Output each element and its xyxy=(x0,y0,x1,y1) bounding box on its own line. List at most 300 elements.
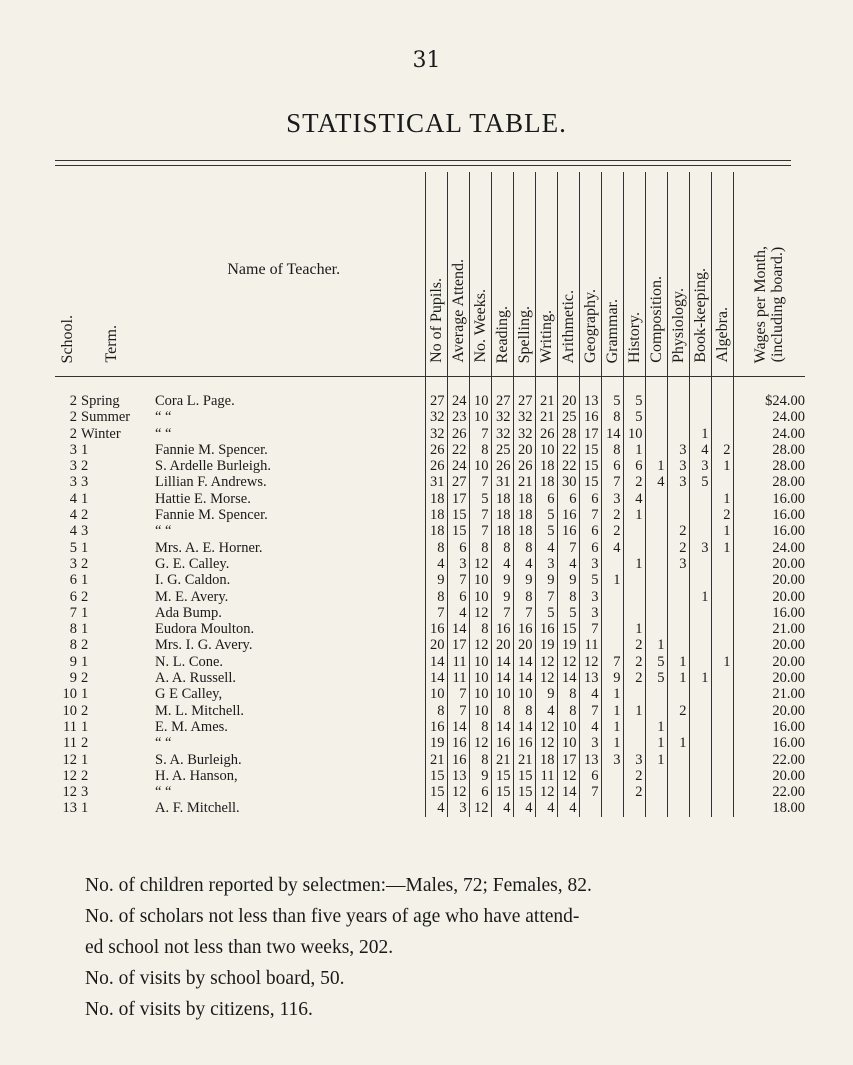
cell-avg: 6 xyxy=(447,589,469,605)
cell-reading: 8 xyxy=(491,703,513,719)
cell-book xyxy=(689,703,711,719)
cell-term: 1 xyxy=(81,621,89,638)
cell-school: 12 xyxy=(62,784,77,801)
cell-book: 3 xyxy=(689,540,711,556)
cell-phys xyxy=(667,409,689,425)
cell-weeks: 10 xyxy=(469,703,491,719)
cell-hist xyxy=(623,686,645,702)
cell-phys xyxy=(667,784,689,800)
cell-reading: 15 xyxy=(491,768,513,784)
cell-term: 1 xyxy=(81,718,89,735)
cell-hist: 5 xyxy=(623,377,645,410)
cell-school: 10 xyxy=(62,702,77,719)
column-label-spelling: Spelling. xyxy=(515,305,533,363)
cell-school: 7 xyxy=(69,604,77,621)
cell-teacher: Mrs. I. G. Avery. xyxy=(155,637,253,654)
cell-geog: 17 xyxy=(579,426,601,442)
cell-comp xyxy=(645,784,667,800)
cell-weeks: 10 xyxy=(469,670,491,686)
cell-gram: 7 xyxy=(601,474,623,490)
cell-term: 2 xyxy=(81,458,89,475)
cell-weeks: 10 xyxy=(469,409,491,425)
cell-pupils: 26 xyxy=(425,442,447,458)
cell-school: 12 xyxy=(62,767,77,784)
cell-comp: 1 xyxy=(645,752,667,768)
cell-teacher: M. L. Mitchell. xyxy=(155,702,245,719)
cell-writing: 21 xyxy=(535,377,557,410)
cell-comp xyxy=(645,800,667,816)
cell-wages: 20.00 xyxy=(733,703,805,719)
cell-spelling: 8 xyxy=(513,589,535,605)
cell-spelling: 15 xyxy=(513,768,535,784)
cell-hist: 2 xyxy=(623,768,645,784)
summary-citizen-visits: No. of visits by citizens, 116. xyxy=(85,999,313,1020)
cell-comp xyxy=(645,556,667,572)
cell-gram: 14 xyxy=(601,426,623,442)
column-header-reading xyxy=(491,172,513,377)
cell-pupils: 20 xyxy=(425,637,447,653)
cell-writing: 9 xyxy=(535,686,557,702)
column-header-gram xyxy=(601,172,623,377)
cell-pupils: 8 xyxy=(425,589,447,605)
cell-wages: 28.00 xyxy=(733,474,805,490)
cell-geog: 3 xyxy=(579,556,601,572)
cell-school: 3 xyxy=(69,441,77,458)
cell-alg xyxy=(711,670,733,686)
cell-writing: 5 xyxy=(535,507,557,523)
cell-term: 1 xyxy=(81,539,89,556)
cell-arith: 14 xyxy=(557,670,579,686)
cell-alg: 1 xyxy=(711,491,733,507)
cell-comp xyxy=(645,507,667,523)
cell-reading: 26 xyxy=(491,458,513,474)
cell-writing: 3 xyxy=(535,556,557,572)
cell-avg: 15 xyxy=(447,523,469,539)
cell-weeks: 12 xyxy=(469,637,491,653)
cell-avg: 22 xyxy=(447,442,469,458)
cell-reading: 9 xyxy=(491,589,513,605)
cell-reading: 4 xyxy=(491,800,513,816)
cell-weeks: 8 xyxy=(469,442,491,458)
table-body xyxy=(55,377,805,817)
column-header-writing xyxy=(535,172,557,377)
cell-hist xyxy=(623,719,645,735)
cell-geog: 13 xyxy=(579,752,601,768)
column-label-geog: Geography. xyxy=(581,288,599,363)
cell-phys xyxy=(667,719,689,735)
cell-avg: 26 xyxy=(447,426,469,442)
cell-weeks: 12 xyxy=(469,605,491,621)
cell-avg: 11 xyxy=(447,654,469,670)
cell-book xyxy=(689,377,711,410)
cell-spelling: 10 xyxy=(513,686,535,702)
cell-spelling: 20 xyxy=(513,442,535,458)
column-label-reading: Reading. xyxy=(493,305,511,363)
cell-arith: 8 xyxy=(557,686,579,702)
cell-school: 11 xyxy=(63,718,77,735)
cell-gram: 1 xyxy=(601,703,623,719)
cell-book xyxy=(689,556,711,572)
table-row xyxy=(55,572,805,588)
cell-school: 2 xyxy=(69,425,77,442)
cell-pupils: 15 xyxy=(425,784,447,800)
cell-geog: 3 xyxy=(579,605,601,621)
cell-alg xyxy=(711,621,733,637)
cell-spelling: 8 xyxy=(513,540,535,556)
cell-comp xyxy=(645,686,667,702)
table-row xyxy=(55,752,805,768)
cell-avg: 6 xyxy=(447,540,469,556)
cell-spelling: 21 xyxy=(513,474,535,490)
cell-teacher: “ “ xyxy=(155,523,172,540)
cell-arith: 14 xyxy=(557,784,579,800)
table-row xyxy=(55,556,805,572)
cell-avg: 7 xyxy=(447,572,469,588)
cell-pupils: 32 xyxy=(425,409,447,425)
cell-gram: 1 xyxy=(601,572,623,588)
cell-book xyxy=(689,523,711,539)
cell-weeks: 9 xyxy=(469,768,491,784)
cell-hist: 2 xyxy=(623,670,645,686)
column-header-alg xyxy=(711,172,733,377)
cell-wages: 21.00 xyxy=(733,686,805,702)
table-row xyxy=(55,458,805,474)
cell-reading: 8 xyxy=(491,540,513,556)
cell-hist: 1 xyxy=(623,621,645,637)
summary-board-visits: No. of visits by school board, 50. xyxy=(85,968,345,989)
cell-teacher: G. E. Calley. xyxy=(155,555,230,572)
cell-writing: 5 xyxy=(535,605,557,621)
cell-teacher: E. M. Ames. xyxy=(155,718,228,735)
cell-school: 5 xyxy=(69,539,77,556)
summary-scholars: No. of scholars not less than five years of age who have attend- xyxy=(85,906,580,927)
cell-hist: 2 xyxy=(623,654,645,670)
cell-arith: 8 xyxy=(557,703,579,719)
cell-weeks: 7 xyxy=(469,474,491,490)
table-header xyxy=(55,172,805,377)
cell-gram: 9 xyxy=(601,670,623,686)
cell-comp: 1 xyxy=(645,719,667,735)
column-label-writing: Writing. xyxy=(537,309,555,363)
table-row xyxy=(55,768,805,784)
cell-pupils: 26 xyxy=(425,458,447,474)
cell-pupils: 4 xyxy=(425,800,447,816)
cell-pupils: 14 xyxy=(425,654,447,670)
cell-school: 12 xyxy=(62,751,77,768)
cell-weeks: 6 xyxy=(469,784,491,800)
cell-school: 9 xyxy=(69,670,77,687)
cell-book xyxy=(689,719,711,735)
cell-reading: 9 xyxy=(491,572,513,588)
cell-phys: 2 xyxy=(667,703,689,719)
column-label-pupils: No of Pupils. xyxy=(427,278,445,363)
cell-weeks: 10 xyxy=(469,589,491,605)
cell-gram: 2 xyxy=(601,523,623,539)
cell-alg: 1 xyxy=(711,654,733,670)
cell-alg: 1 xyxy=(711,458,733,474)
statistical-table xyxy=(55,172,805,817)
cell-alg: 1 xyxy=(711,540,733,556)
cell-comp xyxy=(645,605,667,621)
cell-phys xyxy=(667,621,689,637)
cell-spelling: 14 xyxy=(513,719,535,735)
cell-weeks: 7 xyxy=(469,523,491,539)
cell-spelling: 4 xyxy=(513,556,535,572)
cell-avg: 23 xyxy=(447,409,469,425)
cell-arith: 4 xyxy=(557,800,579,816)
cell-teacher: I. G. Caldon. xyxy=(155,572,231,589)
cell-writing: 26 xyxy=(535,426,557,442)
cell-comp: 1 xyxy=(645,458,667,474)
cell-wages: $24.00 xyxy=(733,377,805,410)
cell-reading: 32 xyxy=(491,409,513,425)
cell-gram: 1 xyxy=(601,719,623,735)
cell-alg xyxy=(711,572,733,588)
column-label-weeks: No. Weeks. xyxy=(471,289,489,363)
cell-arith: 6 xyxy=(557,491,579,507)
cell-phys: 3 xyxy=(667,458,689,474)
cell-reading: 18 xyxy=(491,507,513,523)
cell-term: 2 xyxy=(81,555,89,572)
cell-reading: 14 xyxy=(491,719,513,735)
cell-comp: 1 xyxy=(645,735,667,751)
cell-pupils: 31 xyxy=(425,474,447,490)
cell-term: Summer xyxy=(81,409,131,426)
cell-phys: 1 xyxy=(667,670,689,686)
cell-reading: 14 xyxy=(491,670,513,686)
cell-phys: 1 xyxy=(667,654,689,670)
cell-gram: 5 xyxy=(601,377,623,410)
cell-wages: 16.00 xyxy=(733,719,805,735)
cell-comp xyxy=(645,621,667,637)
cell-arith: 10 xyxy=(557,719,579,735)
cell-comp xyxy=(645,409,667,425)
cell-reading: 14 xyxy=(491,654,513,670)
cell-writing: 16 xyxy=(535,621,557,637)
table-row xyxy=(55,426,805,442)
column-header-comp xyxy=(645,172,667,377)
cell-writing: 12 xyxy=(535,719,557,735)
cell-book xyxy=(689,768,711,784)
column-label-book: Book-keeping. xyxy=(691,268,709,363)
cell-wages: 20.00 xyxy=(733,670,805,686)
cell-arith: 16 xyxy=(557,507,579,523)
cell-gram: 3 xyxy=(601,752,623,768)
cell-reading: 15 xyxy=(491,784,513,800)
cell-reading: 18 xyxy=(491,523,513,539)
cell-wages: 18.00 xyxy=(733,800,805,816)
cell-avg: 14 xyxy=(447,719,469,735)
cell-avg: 7 xyxy=(447,703,469,719)
cell-teacher: M. E. Avery. xyxy=(155,588,229,605)
cell-arith: 19 xyxy=(557,637,579,653)
column-label-phys: Physiology. xyxy=(669,288,687,363)
cell-geog: 7 xyxy=(579,703,601,719)
cell-alg xyxy=(711,703,733,719)
cell-geog: 6 xyxy=(579,491,601,507)
cell-hist: 4 xyxy=(623,491,645,507)
cell-hist: 6 xyxy=(623,458,645,474)
cell-term: 3 xyxy=(81,523,89,540)
cell-wages: 22.00 xyxy=(733,784,805,800)
cell-hist: 1 xyxy=(623,442,645,458)
cell-hist xyxy=(623,540,645,556)
cell-term: 1 xyxy=(81,653,89,670)
cell-wages: 20.00 xyxy=(733,556,805,572)
cell-book: 4 xyxy=(689,442,711,458)
table-row xyxy=(55,670,805,686)
cell-alg xyxy=(711,474,733,490)
cell-geog: 13 xyxy=(579,670,601,686)
cell-avg: 12 xyxy=(447,784,469,800)
cell-school: 11 xyxy=(63,735,77,752)
cell-hist xyxy=(623,572,645,588)
top-rule xyxy=(55,160,791,161)
cell-phys xyxy=(667,752,689,768)
cell-geog: 6 xyxy=(579,523,601,539)
cell-pupils: 27 xyxy=(425,377,447,410)
cell-writing: 21 xyxy=(535,409,557,425)
cell-hist: 1 xyxy=(623,556,645,572)
cell-comp: 5 xyxy=(645,670,667,686)
cell-avg: 3 xyxy=(447,556,469,572)
cell-phys: 3 xyxy=(667,556,689,572)
cell-avg: 15 xyxy=(447,507,469,523)
cell-writing: 4 xyxy=(535,800,557,816)
cell-alg xyxy=(711,752,733,768)
cell-teacher: N. L. Cone. xyxy=(155,653,224,670)
column-header-term xyxy=(79,172,143,377)
cell-phys xyxy=(667,768,689,784)
cell-alg xyxy=(711,719,733,735)
cell-arith: 12 xyxy=(557,654,579,670)
cell-comp xyxy=(645,540,667,556)
cell-gram: 7 xyxy=(601,654,623,670)
table-row xyxy=(55,654,805,670)
cell-hist: 1 xyxy=(623,507,645,523)
cell-geog: 13 xyxy=(579,377,601,410)
cell-spelling: 15 xyxy=(513,784,535,800)
cell-avg: 16 xyxy=(447,752,469,768)
cell-reading: 27 xyxy=(491,377,513,410)
cell-book xyxy=(689,686,711,702)
table-row xyxy=(55,491,805,507)
cell-alg xyxy=(711,637,733,653)
cell-comp: 5 xyxy=(645,654,667,670)
cell-reading: 16 xyxy=(491,621,513,637)
cell-spelling: 16 xyxy=(513,735,535,751)
column-label-avg: Average Attend. xyxy=(449,259,467,363)
cell-school: 6 xyxy=(69,588,77,605)
cell-teacher: Fannie M. Spencer. xyxy=(155,507,268,524)
cell-geog: 4 xyxy=(579,686,601,702)
cell-spelling: 27 xyxy=(513,377,535,410)
cell-spelling: 16 xyxy=(513,621,535,637)
cell-book xyxy=(689,735,711,751)
cell-geog: 16 xyxy=(579,409,601,425)
cell-spelling: 7 xyxy=(513,605,535,621)
cell-teacher: G E Calley, xyxy=(155,686,223,703)
cell-school: 3 xyxy=(69,458,77,475)
cell-arith: 5 xyxy=(557,605,579,621)
cell-gram xyxy=(601,637,623,653)
cell-wages: 20.00 xyxy=(733,768,805,784)
cell-spelling: 14 xyxy=(513,654,535,670)
cell-alg xyxy=(711,426,733,442)
table-row xyxy=(55,621,805,637)
cell-wages: 28.00 xyxy=(733,458,805,474)
cell-pupils: 15 xyxy=(425,768,447,784)
cell-phys xyxy=(667,507,689,523)
cell-alg xyxy=(711,784,733,800)
cell-school: 4 xyxy=(69,490,77,507)
cell-alg xyxy=(711,735,733,751)
cell-wages: 24.00 xyxy=(733,426,805,442)
cell-arith: 22 xyxy=(557,442,579,458)
cell-pupils: 32 xyxy=(425,426,447,442)
cell-comp xyxy=(645,442,667,458)
page-title: STATISTICAL TABLE. xyxy=(286,108,567,138)
cell-avg: 24 xyxy=(447,377,469,410)
column-label-term: Term. xyxy=(102,325,120,363)
cell-reading: 10 xyxy=(491,686,513,702)
cell-gram xyxy=(601,605,623,621)
column-label-arith: Arithmetic. xyxy=(559,289,577,363)
cell-gram: 2 xyxy=(601,507,623,523)
cell-arith: 8 xyxy=(557,589,579,605)
cell-pupils: 4 xyxy=(425,556,447,572)
cell-alg xyxy=(711,377,733,410)
cell-weeks: 8 xyxy=(469,752,491,768)
column-header-wages xyxy=(733,172,805,377)
cell-term: 1 xyxy=(81,572,89,589)
cell-hist: 5 xyxy=(623,409,645,425)
cell-avg: 27 xyxy=(447,474,469,490)
cell-reading: 16 xyxy=(491,735,513,751)
cell-spelling: 18 xyxy=(513,523,535,539)
cell-spelling: 8 xyxy=(513,703,535,719)
cell-geog: 3 xyxy=(579,735,601,751)
cell-weeks: 10 xyxy=(469,572,491,588)
cell-arith: 16 xyxy=(557,523,579,539)
cell-writing: 9 xyxy=(535,572,557,588)
cell-geog: 7 xyxy=(579,621,601,637)
cell-gram xyxy=(601,784,623,800)
cell-reading: 25 xyxy=(491,442,513,458)
table-row xyxy=(55,686,805,702)
cell-avg: 13 xyxy=(447,768,469,784)
cell-term: 2 xyxy=(81,637,89,654)
cell-pupils: 18 xyxy=(425,507,447,523)
cell-geog: 15 xyxy=(579,458,601,474)
column-header-book xyxy=(689,172,711,377)
cell-book xyxy=(689,605,711,621)
cell-phys: 2 xyxy=(667,540,689,556)
table-row xyxy=(55,589,805,605)
column-header-pupils xyxy=(425,172,447,377)
cell-gram: 1 xyxy=(601,735,623,751)
cell-wages: 21.00 xyxy=(733,621,805,637)
cell-term: 1 xyxy=(81,686,89,703)
cell-comp: 1 xyxy=(645,637,667,653)
cell-gram: 3 xyxy=(601,491,623,507)
cell-weeks: 8 xyxy=(469,719,491,735)
cell-pupils: 8 xyxy=(425,703,447,719)
cell-book: 1 xyxy=(689,426,711,442)
cell-geog: 12 xyxy=(579,654,601,670)
cell-geog: 7 xyxy=(579,784,601,800)
cell-school: 8 xyxy=(69,637,77,654)
